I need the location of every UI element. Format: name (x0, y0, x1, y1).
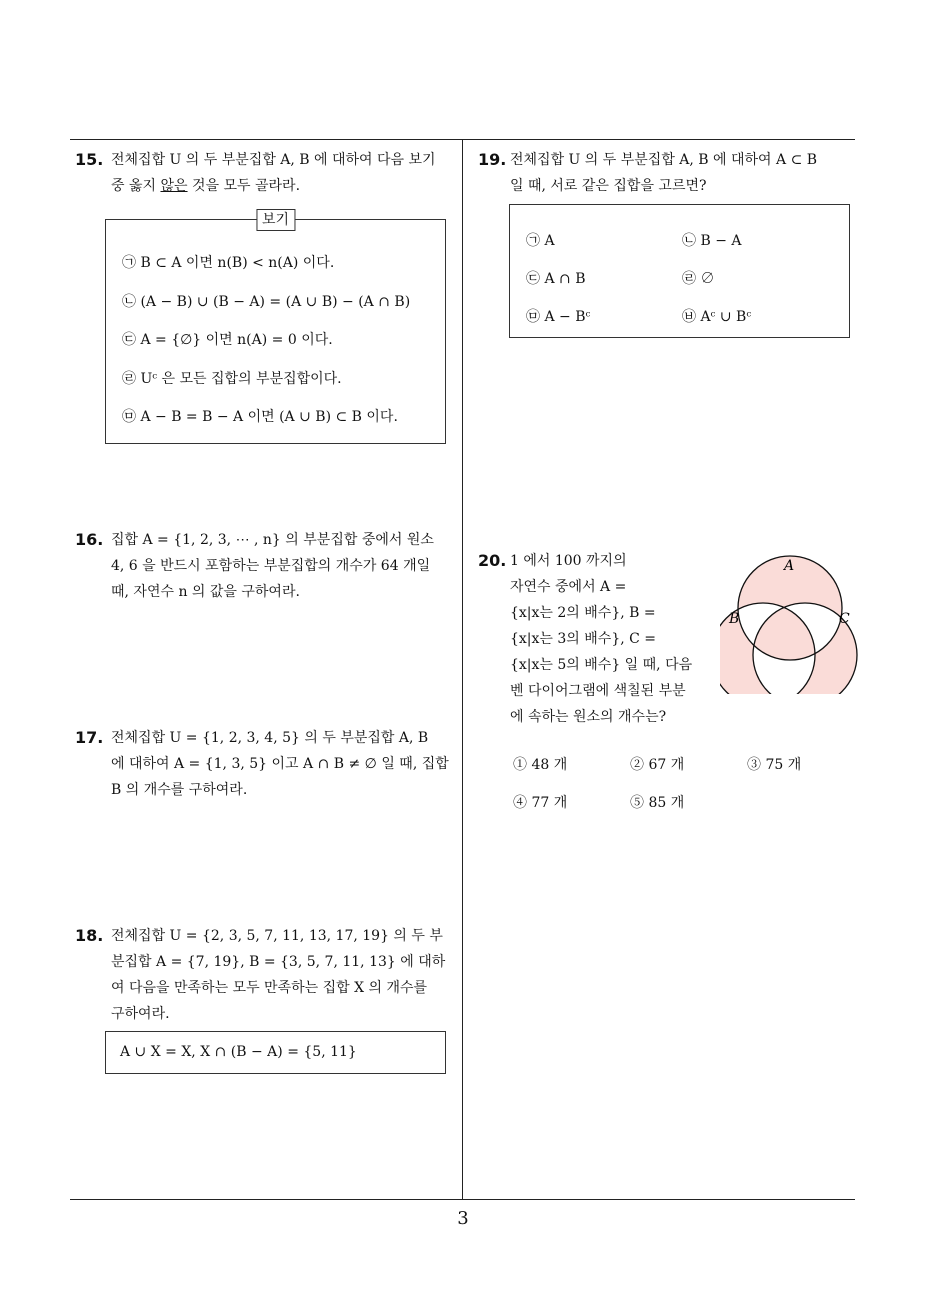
example-box-title: 보기 (256, 209, 295, 231)
example-box (105, 212, 446, 444)
question-number: 19. (478, 150, 507, 169)
question-text: 일 때, 서로 같은 집합을 고르면? (510, 178, 707, 194)
question-text: B 의 개수를 구하여라. (111, 782, 248, 798)
question-16 (75, 527, 460, 605)
statement: ㉤ A − B = B − A 이면 (A ∪ B) ⊂ B 이다. (122, 409, 398, 425)
question-text: 에 대하여 A = {1, 3, 5} 이고 A ∩ B ≠ ∅ 일 때, 집합 (111, 756, 449, 772)
question-20 (478, 548, 718, 730)
answer-choice[interactable]: ④ 77 개 (513, 795, 568, 811)
answer-choice[interactable]: ② 67 개 (630, 757, 685, 773)
question-text: 집합 A = {1, 2, 3, ⋯ , n} 의 부분집합 중에서 원소 (111, 532, 434, 548)
question-number: 20. (478, 551, 507, 570)
statement: ㉣ Uᶜ 은 모든 집합의 부분집합이다. (122, 371, 342, 387)
question-text: 구하여라. (111, 1006, 170, 1022)
question-17 (75, 725, 460, 803)
answer-choice[interactable]: ⑤ 85 개 (630, 795, 685, 811)
venn-label-b: B (729, 611, 740, 627)
option: ㉢ A ∩ B (526, 271, 586, 287)
question-text: 때, 자연수 n 의 값을 구하여라. (111, 584, 300, 600)
question-18 (75, 923, 460, 1027)
answer-choice[interactable]: ③ 75 개 (747, 757, 802, 773)
question-text: 벤 다이어그램에 색칠된 부분 (510, 683, 686, 699)
statement: ㉠ B ⊂ A 이면 n(B) < n(A) 이다. (122, 255, 335, 271)
option: ㉡ B − A (682, 233, 742, 249)
question-text: 전체집합 U 의 두 부분집합 A, B 에 대하여 A ⊂ B (510, 152, 818, 168)
question-text: 자연수 중에서 A = (510, 579, 627, 595)
venn-diagram (720, 552, 865, 694)
question-text: {x|x는 5의 배수} 일 때, 다음 (510, 657, 693, 673)
question-text: 전체집합 U = {1, 2, 3, 4, 5} 의 두 부분집합 A, B (111, 730, 429, 746)
page-number: 3 (457, 1208, 469, 1229)
question-text: 4, 6 을 반드시 포함하는 부분집합의 개수가 64 개일 (111, 558, 431, 574)
option: ㉤ A − Bᶜ (526, 309, 591, 325)
option: ㉣ ∅ (682, 271, 715, 287)
question-text: {x|x는 3의 배수}, C = (510, 631, 657, 647)
option: ㉥ Aᶜ ∪ Bᶜ (682, 309, 752, 325)
question-text: {x|x는 2의 배수}, B = (510, 605, 656, 621)
statement: ㉡ (A − B) ∪ (B − A) = (A ∪ B) − (A ∩ B) (122, 294, 411, 310)
question-text: 중 옳지 않은 것을 모두 골라라. (111, 178, 301, 194)
question-text: 전체집합 U = {2, 3, 5, 7, 11, 13, 17, 19} 의 두 부 (111, 928, 443, 944)
options-box (509, 204, 850, 338)
venn-label-a: A (784, 558, 795, 574)
venn-label-c: C (839, 611, 850, 627)
question-text: 여 다음을 만족하는 모두 만족하는 집합 X 의 개수를 (111, 980, 428, 996)
question-text: 1 에서 100 까지의 (510, 553, 627, 569)
question-19 (478, 147, 863, 199)
condition-box (105, 1031, 446, 1074)
question-number: 17. (75, 728, 104, 747)
option: ㉠ A (526, 233, 555, 249)
condition-text: A ∪ X = X, X ∩ (B − A) = {5, 11} (120, 1044, 357, 1060)
question-number: 18. (75, 926, 104, 945)
answer-choice[interactable]: ① 48 개 (513, 757, 568, 773)
column-divider (462, 140, 463, 1200)
question-number: 16. (75, 530, 104, 549)
question-text: 에 속하는 원소의 개수는? (510, 709, 667, 725)
statement: ㉢ A = {∅} 이면 n(A) = 0 이다. (122, 332, 333, 348)
question-15 (75, 147, 460, 199)
question-text: 분집합 A = {7, 19}, B = {3, 5, 7, 11, 13} 에 대하 (111, 954, 446, 970)
question-number: 15. (75, 150, 104, 169)
question-text: 전체집합 U 의 두 부분집합 A, B 에 대하여 다음 보기 (111, 152, 436, 168)
